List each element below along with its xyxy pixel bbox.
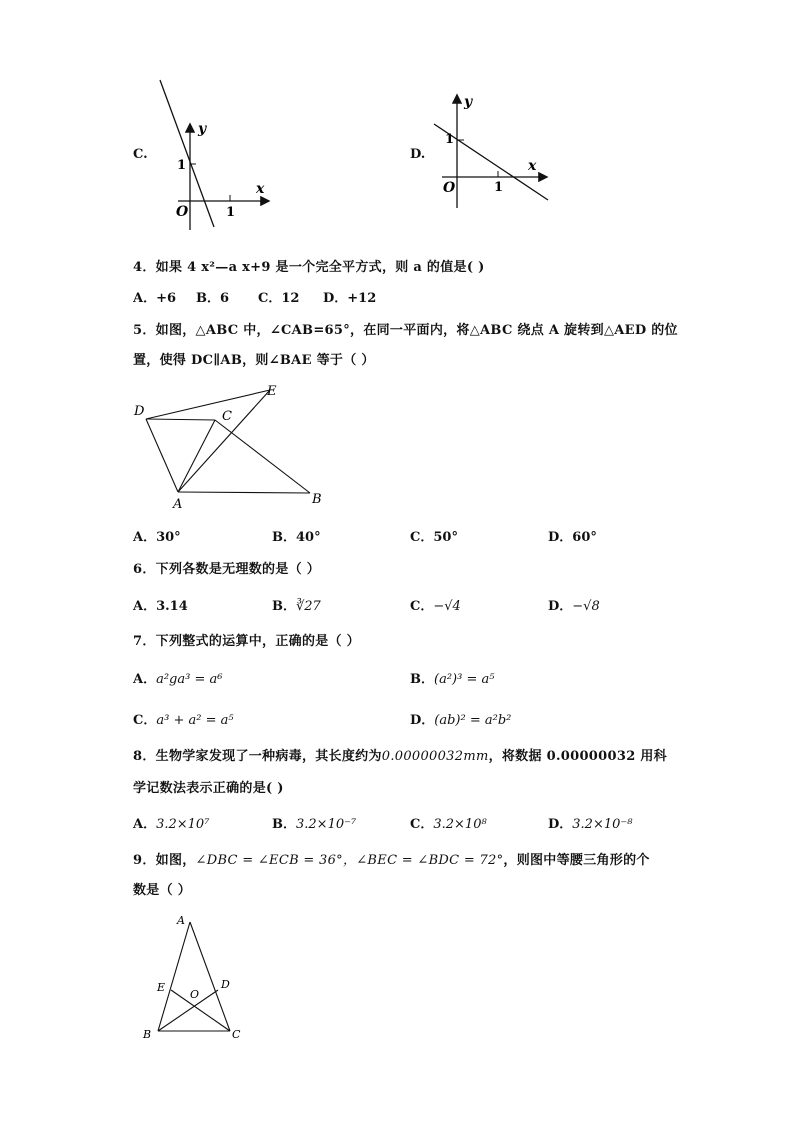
- tick-label-y: 1: [445, 132, 455, 147]
- question-9-line1: 9．如图，∠DBC = ∠ECB = 36°，∠BEC = ∠BDC = 72°，则图中等腰三角形的个: [133, 853, 650, 868]
- q7-option-b[interactable]: B．(a²)³ = a⁵: [410, 672, 495, 687]
- axis-label-x: x: [528, 158, 537, 174]
- q8-option-a[interactable]: A．3.2×10⁷: [133, 817, 210, 832]
- point-label-b: B: [143, 1028, 152, 1041]
- graph-c: [150, 75, 280, 235]
- q7-option-a[interactable]: A．a²ga³ = a⁶: [133, 672, 223, 687]
- point-label-e: E: [267, 384, 277, 399]
- q5-option-c[interactable]: C．50°: [410, 530, 458, 545]
- point-label-c: C: [232, 1028, 241, 1041]
- question-4-text: 4．如果 4 x²—a x+9 是一个完全平方式，则 a 的值是( ): [133, 260, 485, 275]
- q8-option-d[interactable]: D．3.2×10⁻⁸: [548, 817, 633, 832]
- point-label-b: B: [312, 492, 322, 507]
- q4-option-d[interactable]: D．+12: [323, 291, 377, 306]
- q9-figure: [138, 910, 253, 1045]
- q6-option-a[interactable]: A．3.14: [133, 599, 188, 614]
- q8-option-a-value: 3.2×10⁷: [156, 817, 210, 832]
- point-label-a: A: [177, 914, 185, 927]
- graph-d: [428, 90, 558, 215]
- point-label-d: D: [221, 978, 230, 991]
- q6-option-b-value: ∛27: [296, 599, 321, 614]
- q5-option-d[interactable]: D．60°: [548, 530, 597, 545]
- tick-label-x: 1: [226, 205, 236, 220]
- q5-option-b[interactable]: B．40°: [272, 530, 321, 545]
- point-label-a: A: [173, 497, 183, 512]
- origin-label: O: [176, 204, 189, 220]
- q6-option-c[interactable]: C．−√4: [410, 599, 461, 614]
- option-d-letter[interactable]: D.: [410, 147, 426, 162]
- q6-option-c-value: −√4: [433, 599, 461, 614]
- q8-option-b[interactable]: B．3.2×10⁻⁷: [272, 817, 357, 832]
- q7-option-c[interactable]: C．a³ + a² = a⁵: [133, 713, 234, 728]
- origin-label: O: [443, 180, 456, 196]
- q8-length-value: 0.00000032mm: [381, 749, 489, 764]
- q6-option-d-value: −√8: [572, 599, 600, 614]
- question-8-line1: 8．生物学家发现了一种病毒，其长度约为0.00000032mm，将数据 0.00000032 用科: [133, 749, 667, 764]
- q6-option-b[interactable]: B．∛27: [272, 599, 321, 614]
- q7-option-d-value: (ab)² = a²b²: [434, 713, 512, 728]
- q5-option-a[interactable]: A．30°: [133, 530, 181, 545]
- q6-option-a-value: 3.14: [156, 599, 188, 614]
- q7-option-d[interactable]: D．(ab)² = a²b²: [410, 713, 512, 728]
- question-8-line2: 学记数法表示正确的是( ): [133, 781, 284, 796]
- q7-option-c-value: a³ + a² = a⁵: [156, 713, 234, 728]
- q8-option-c[interactable]: C．3.2×10⁸: [410, 817, 487, 832]
- axis-label-y: y: [464, 94, 473, 110]
- question-5-line1: 5．如图，△ABC 中，∠CAB=65°，在同一平面内，将△ABC 绕点 A 旋转到△AED 的位: [133, 323, 678, 338]
- point-label-c: C: [222, 409, 232, 424]
- q9-angle-condition: ∠DBC = ∠ECB = 36°，∠BEC = ∠BDC = 72°: [195, 853, 504, 868]
- point-label-e: E: [157, 981, 166, 994]
- q4-option-b[interactable]: B．6: [196, 291, 230, 306]
- tick-label-x: 1: [494, 180, 504, 195]
- question-7-text: 7．下列整式的运算中，正确的是（ ）: [133, 634, 360, 649]
- q6-option-d[interactable]: D．−√8: [548, 599, 600, 614]
- axis-label-y: y: [198, 121, 207, 137]
- q8-option-d-value: 3.2×10⁻⁸: [572, 817, 633, 832]
- q4-option-a[interactable]: A．+6: [133, 291, 177, 306]
- q5-figure: [130, 380, 330, 515]
- option-c-letter[interactable]: C.: [133, 147, 148, 162]
- question-5-line2: 置，使得 DC∥AB，则∠BAE 等于（ ）: [133, 353, 375, 368]
- question-6-text: 6．下列各数是无理数的是（ ）: [133, 562, 321, 577]
- axis-label-x: x: [256, 181, 265, 197]
- q8-option-c-value: 3.2×10⁸: [433, 817, 487, 832]
- tick-label-y: 1: [177, 158, 187, 173]
- point-label-o: O: [190, 988, 200, 1001]
- q7-option-a-value: a²ga³ = a⁶: [156, 672, 223, 687]
- point-label-d: D: [134, 404, 145, 419]
- q8-option-b-value: 3.2×10⁻⁷: [296, 817, 357, 832]
- q4-option-c[interactable]: C．12: [258, 291, 300, 306]
- question-9-line2: 数是（ ）: [133, 883, 192, 898]
- q7-option-b-value: (a²)³ = a⁵: [434, 672, 495, 687]
